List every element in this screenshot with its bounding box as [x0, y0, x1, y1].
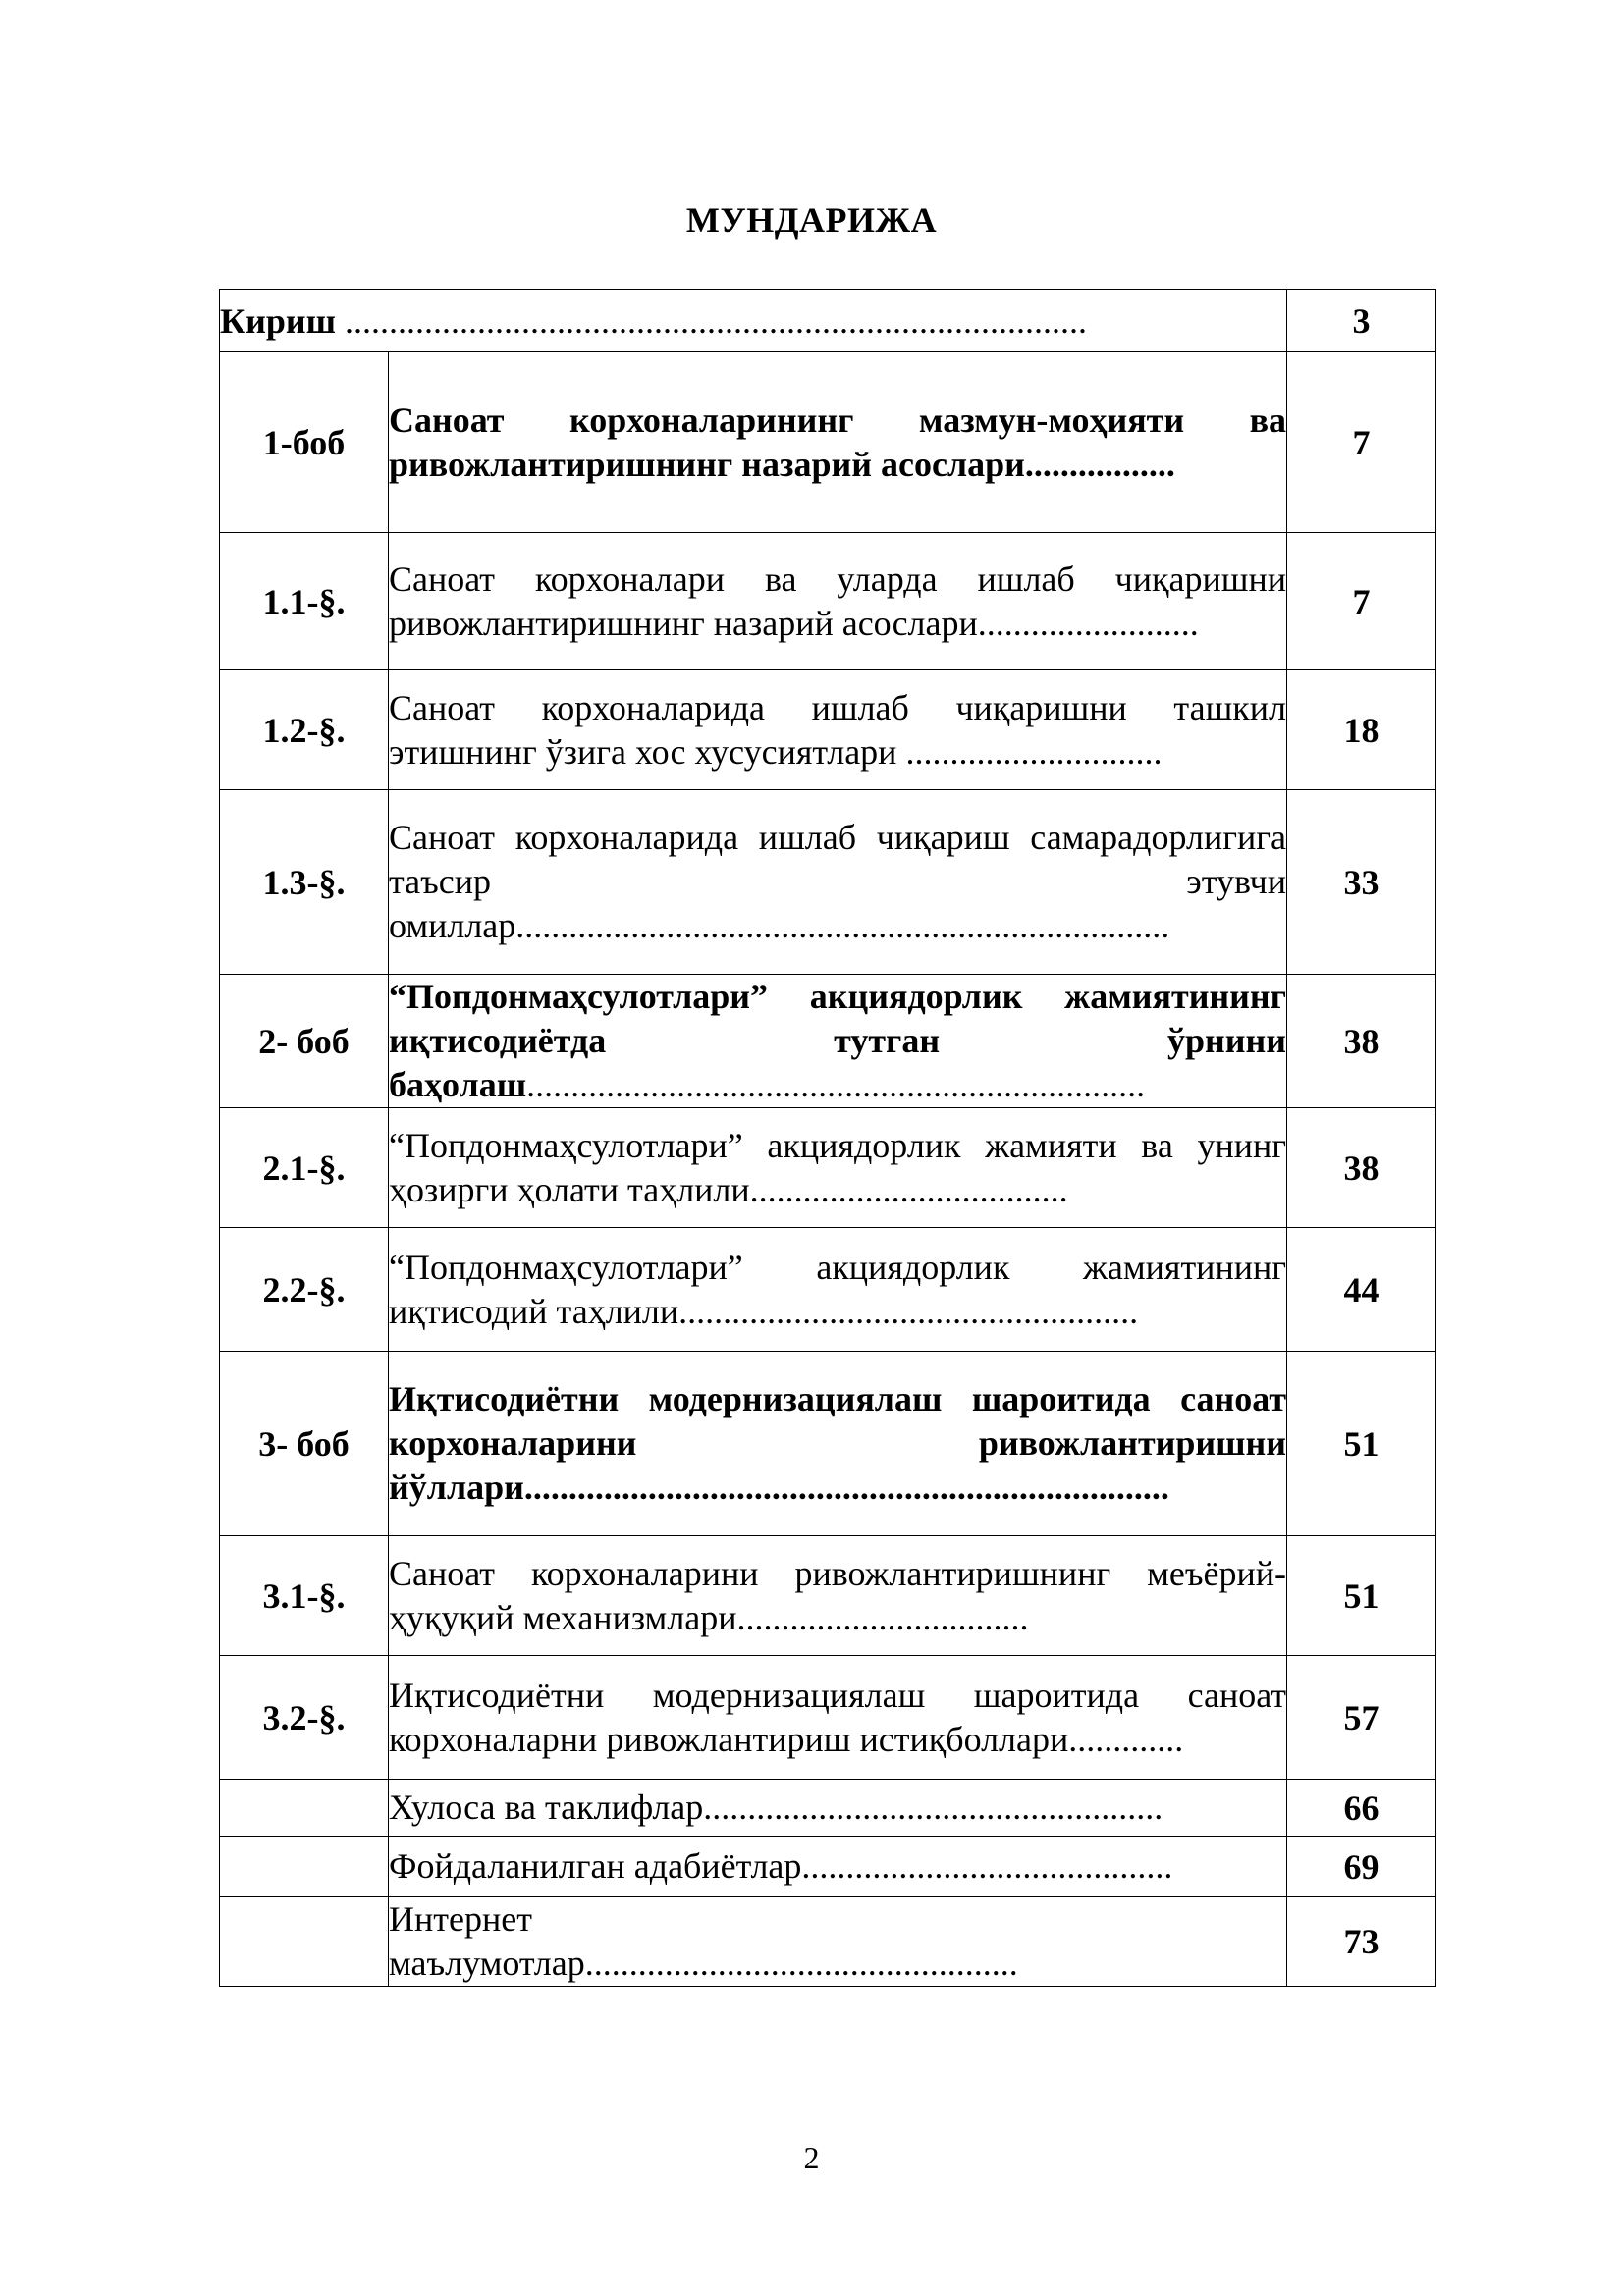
toc-row-intro[interactable] [220, 290, 1436, 352]
toc-row[interactable] [220, 1656, 1436, 1780]
table-of-contents [219, 289, 1436, 1987]
toc-title-cell [389, 670, 1287, 790]
toc-title-cell [389, 1780, 1287, 1837]
toc-title-cell [389, 975, 1287, 1108]
toc-row[interactable] [220, 790, 1436, 975]
toc-page: 73 [1287, 1897, 1436, 1987]
toc-intro-dots: .................................................................................... [336, 300, 1088, 341]
toc-title-cell [389, 790, 1287, 975]
page-title: МУНДАРИЖА [685, 200, 938, 240]
toc-label [220, 1837, 389, 1897]
toc-page: 3 [1287, 290, 1436, 352]
toc-title: Интернет маълумотлар................................................. [389, 1899, 1018, 1983]
toc-row[interactable] [220, 670, 1436, 790]
toc-page: 18 [1287, 670, 1436, 790]
toc-title: ...................................................................... [526, 1065, 1146, 1104]
page-number: 2 [803, 2140, 820, 2175]
toc-label: 2.2-§. [220, 1228, 389, 1352]
toc-title: Фойдаланилган адабиётлар.......................................... [389, 1846, 1173, 1886]
toc-title-cell [389, 1228, 1287, 1352]
toc-title-cell [389, 1837, 1287, 1897]
toc-page: 7 [1287, 533, 1436, 670]
toc-title: Саноат корхоналарининг мазмун-моҳияти ва ривожлантиришнинг назарий асослари................. [389, 400, 1287, 484]
toc-title-cell [389, 352, 1287, 533]
toc-title-cell [389, 1536, 1287, 1656]
toc-title: Саноат корхоналари ва уларда ишлаб чиқаришни ривожлантиришнинг назарий асослари......................... [389, 559, 1287, 643]
toc-title-cell [389, 1656, 1287, 1780]
toc-title-cell [389, 1352, 1287, 1536]
toc-row[interactable] [220, 1780, 1436, 1837]
toc-title-lead: “Попдонмаҳсулотлари” акциядорлик жамиятининг иқтисодиётда тутган ўрнини баҳолаш [389, 977, 1287, 1104]
toc-title: “Попдонмаҳсулотлари” акциядорлик жамиятининг иқтисодий таҳлили.................................................... [389, 1247, 1287, 1331]
toc-title: “Попдонмаҳсулотлари” акциядорлик жамияти ва унинг ҳозирги ҳолати таҳлили.................................... [389, 1125, 1287, 1209]
toc-page: 66 [1287, 1780, 1436, 1837]
toc-label: 3.2-§. [220, 1656, 389, 1780]
toc-page: 7 [1287, 352, 1436, 533]
toc-label: 2- боб [220, 975, 389, 1108]
toc-page: 51 [1287, 1536, 1436, 1656]
toc-row[interactable] [220, 1352, 1436, 1536]
toc-label [220, 1897, 389, 1987]
toc-title: Саноат корхоналарини ривожлантиришнинг меъёрий-ҳуқуқий механизмлари................................. [389, 1553, 1287, 1637]
toc-label: 1.1-§. [220, 533, 389, 670]
toc-page: 44 [1287, 1228, 1436, 1352]
toc-row[interactable] [220, 352, 1436, 533]
toc-row[interactable] [220, 1897, 1436, 1987]
toc-page: 51 [1287, 1352, 1436, 1536]
toc-page: 38 [1287, 975, 1436, 1108]
toc-label: 1.2-§. [220, 670, 389, 790]
toc-row[interactable] [220, 533, 1436, 670]
toc-title: Хулоса ва таклифлар.................................................... [389, 1788, 1163, 1827]
toc-intro-label: Кириш [220, 300, 337, 341]
toc-row[interactable] [220, 975, 1436, 1108]
toc-label: 1-боб [220, 352, 389, 533]
toc-row[interactable] [220, 1228, 1436, 1352]
toc-title: Саноат корхоналарида ишлаб чиқариш самарадорлигига таъсир этувчи омиллар.......................................................................... [389, 818, 1287, 945]
toc-label [220, 1780, 389, 1837]
toc-row[interactable] [220, 1108, 1436, 1228]
toc-page: 33 [1287, 790, 1436, 975]
toc-title: Иқтисодиётни модернизациялаш шароитида саноат корхоналарни ривожлантириш истиқболлари............. [389, 1675, 1287, 1759]
toc-title: Иқтисодиётни модернизациялаш шароитида саноат корхоналарини ривожлантиришни йўллари......................................................................... [389, 1379, 1287, 1507]
toc-page: 69 [1287, 1837, 1436, 1897]
toc-title-cell [220, 290, 1287, 352]
toc-page: 57 [1287, 1656, 1436, 1780]
toc-label: 3.1-§. [220, 1536, 389, 1656]
toc-title-cell [389, 533, 1287, 670]
toc-page: 38 [1287, 1108, 1436, 1228]
toc-label: 2.1-§. [220, 1108, 389, 1228]
toc-title-cell [389, 1108, 1287, 1228]
toc-row[interactable] [220, 1837, 1436, 1897]
toc-title: Саноат корхоналарида ишлаб чиқаришни ташкил этишнинг ўзига хос хусусиятлари ............................. [389, 687, 1287, 772]
toc-label: 1.3-§. [220, 790, 389, 975]
toc-label: 3- боб [220, 1352, 389, 1536]
toc-title-cell [389, 1897, 1287, 1987]
toc-row[interactable] [220, 1536, 1436, 1656]
